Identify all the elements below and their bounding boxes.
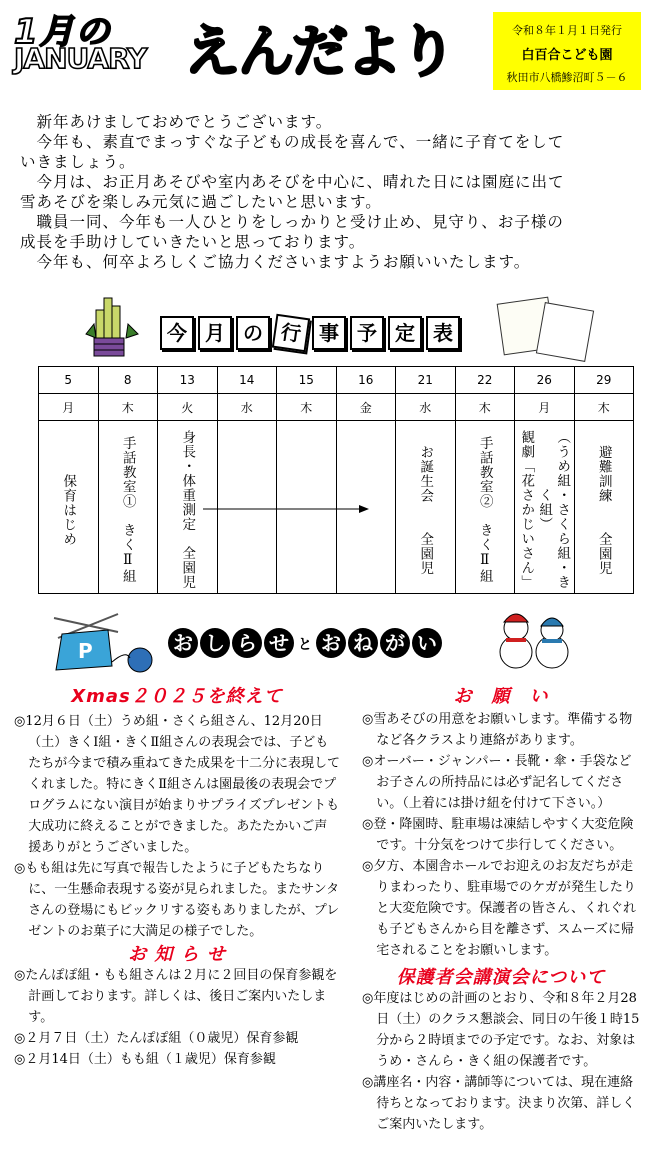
schedule-event-cell [39,421,99,594]
greeting-line: いきましょう。 [20,153,136,171]
banner-char: お [316,628,346,658]
greeting-line: 今月は、お正月あそびや室内あそびを中心に、晴れた日には園庭に出て [20,173,565,191]
heading-char: の [236,316,270,350]
schedule-date: 5 [39,367,99,394]
schedule-event: 避難訓練 全園児 [595,444,612,576]
lecture-item: ◎年度はじめの計画のとおり、令和８年２月28日（土）のクラス懇談会、同日の午後１時15分から２時頃までの予定です。なお、対象はうめ・さんら・きく組の保護者です。 [362,991,640,1069]
schedule-weekday: 木 [277,394,337,421]
schedule-date: 16 [336,367,396,394]
request-item: ◎夕方、本園舎ホールでお迎えのお友だちが走りまわったり、駐車場でのケガが発生したりと大変危険です。保護者の皆さん、くれぐれも子どもさんから目を離さず、スムーズに帰宅されることをお願いします。 [362,859,637,958]
banner-char: お [168,628,198,658]
lecture-section-title: 保護者会講演会について [396,967,606,988]
banner-char: し [200,628,230,658]
schedule-weekday: 月 [39,394,99,421]
banner-char: ね [348,628,378,658]
heading-char: 表 [426,316,460,350]
greeting-line: 成長を手助けしていきたいと思っております。 [20,233,366,251]
schedule-event: 身長・体重測定 全園児 [179,430,196,590]
banner-char: ら [232,628,262,658]
schedule-event-cell [98,421,158,594]
knitting-icon [48,606,168,676]
left-column [14,686,340,1070]
heading-char: 事 [312,316,346,350]
info-item: ◎たんぽぽ組・もも組さんは２月に２回目の保育参観を計画しております。詳しくは、後日ご案内いたします。 [14,968,338,1025]
schedule-event-cell [515,421,575,594]
schedule-date: 21 [396,367,456,394]
banner-char: と [298,637,312,653]
schedule-weekday: 水 [396,394,456,421]
issue-info-box [493,12,641,90]
greeting-text [20,112,640,272]
request-item: ◎登・降園時、駐車場は凍結しやすく大変危険です。十分気をつけて歩行してください。 [362,817,634,853]
schedule-weekday: 木 [98,394,158,421]
xmas-paragraph: ◎もも組は先に写真で報告したように子どもたちなりに、一生懸命表現する姿が見られました。またサンタさんの登場にもビックリする姿もありましたが、プレゼントのお菓子に大満足の様子でした。 [14,861,340,939]
schedule-weekday: 木 [455,394,515,421]
kadomatsu-icon [82,294,142,358]
schedule-event-cell [574,421,634,594]
schedule-event: 観劇「花さかじいさん」 [518,430,535,590]
school-address: 秋田市八橋鯵沼町５－６ [506,71,628,84]
schedule-event: 手話教室② きくⅡ組 [476,436,493,584]
schedule-event: 手話教室① きくⅡ組 [119,436,136,584]
banner-char: せ [264,628,294,658]
request-item: ◎雪あそびの用意をお願いします。準備する物など各クラスより連絡があります。 [362,712,633,748]
notices-banner [168,628,442,662]
schedule-date: 8 [98,367,158,394]
xmas-paragraph: ◎12月６日（土）うめ組・さくら組さん、12月20日（土）きくⅠ組・きくⅡ組さんの表現会では、子どもたちが今まで積み重ねてきた成果を十二分に表現してくれました。特にきくⅡ組さんは園最後の表現会でプログラムにない演目が始まりサプライズプレゼントも大成功に終えることができました。あたたかいご声援ありがとうございました。 [14,714,340,855]
greeting-line: 今年も、何卒よろしくご協力くださいますようお願いいたします。 [20,253,531,271]
info-section-title: お 知 ら せ [128,944,226,965]
info-item: ◎２月14日（土）もも組（１歳児）保育参観 [14,1052,276,1067]
greeting-line: 今年も、素直でまっすぐな子どもの成長を喜んで、一緒に子育てをして [20,133,565,151]
right-column [362,686,640,1135]
schedule-heading [160,316,460,350]
schedule-weekday: 木 [574,394,634,421]
schedule-date: 22 [455,367,515,394]
schedule-weekday: 金 [336,394,396,421]
month-jp: 1月の [14,12,112,52]
schedule-table [38,366,634,594]
banner-char: が [380,628,410,658]
snowman-icon [490,602,576,672]
schedule-event-cell [455,421,515,594]
schedule-date: 29 [574,367,634,394]
heading-char: 行 [272,314,310,352]
greeting-line: 職員一同、今年も一人ひとりをしっかりと受け止め、見守り、お子様の [20,213,564,231]
heading-char: 定 [388,316,422,350]
school-name: 白百合こども園 [521,48,613,63]
month-logo [14,4,182,75]
request-item: ◎オーバー・ジャンパー・長靴・傘・手袋などお子さんの所持品には必ず記名してください。（上着には掛け紐を付けて下さい。） [362,754,632,811]
schedule-date: 15 [277,367,337,394]
schedule-event: お誕生会 全園児 [417,444,434,576]
issue-date: 令和８年１月１日発行 [512,24,622,37]
newsletter-title: えんだより [184,20,454,85]
schedule-weekday: 水 [217,394,277,421]
greeting-line: 新年あけましておめでとうございます。 [20,113,333,131]
heading-char: 今 [160,316,194,350]
request-section-title: お 願 い [453,686,549,707]
schedule-event-cell [396,421,456,594]
new-year-card-icon [536,302,594,362]
info-item: ◎２月７日（土）たんぽぽ組（０歳児）保育参観 [14,1031,299,1046]
heading-char: 予 [350,316,384,350]
xmas-section-title: Xmas２０２５を終えて [71,686,283,707]
schedule-weekday: 火 [158,394,218,421]
schedule-weekday: 月 [515,394,575,421]
arrow-icon [203,504,369,514]
schedule-date: 26 [515,367,575,394]
svg-text:P: P [78,639,93,663]
schedule-event-note: （うめ組・さくら組・きく組） [536,430,571,590]
greeting-line: 雪あそびを楽しみ元気に過ごしたいと思います。 [20,193,382,211]
banner-char: い [412,628,442,658]
lecture-item: ◎講座名・内容・講師等については、現在連絡待ちとなっております。決まり次第、詳しくご案内いたします。 [362,1075,636,1132]
schedule-event: 保育はじめ [60,473,77,547]
heading-char: 月 [198,316,232,350]
schedule-date: 13 [158,367,218,394]
month-en: JANUARY [14,42,147,75]
schedule-date: 14 [217,367,277,394]
